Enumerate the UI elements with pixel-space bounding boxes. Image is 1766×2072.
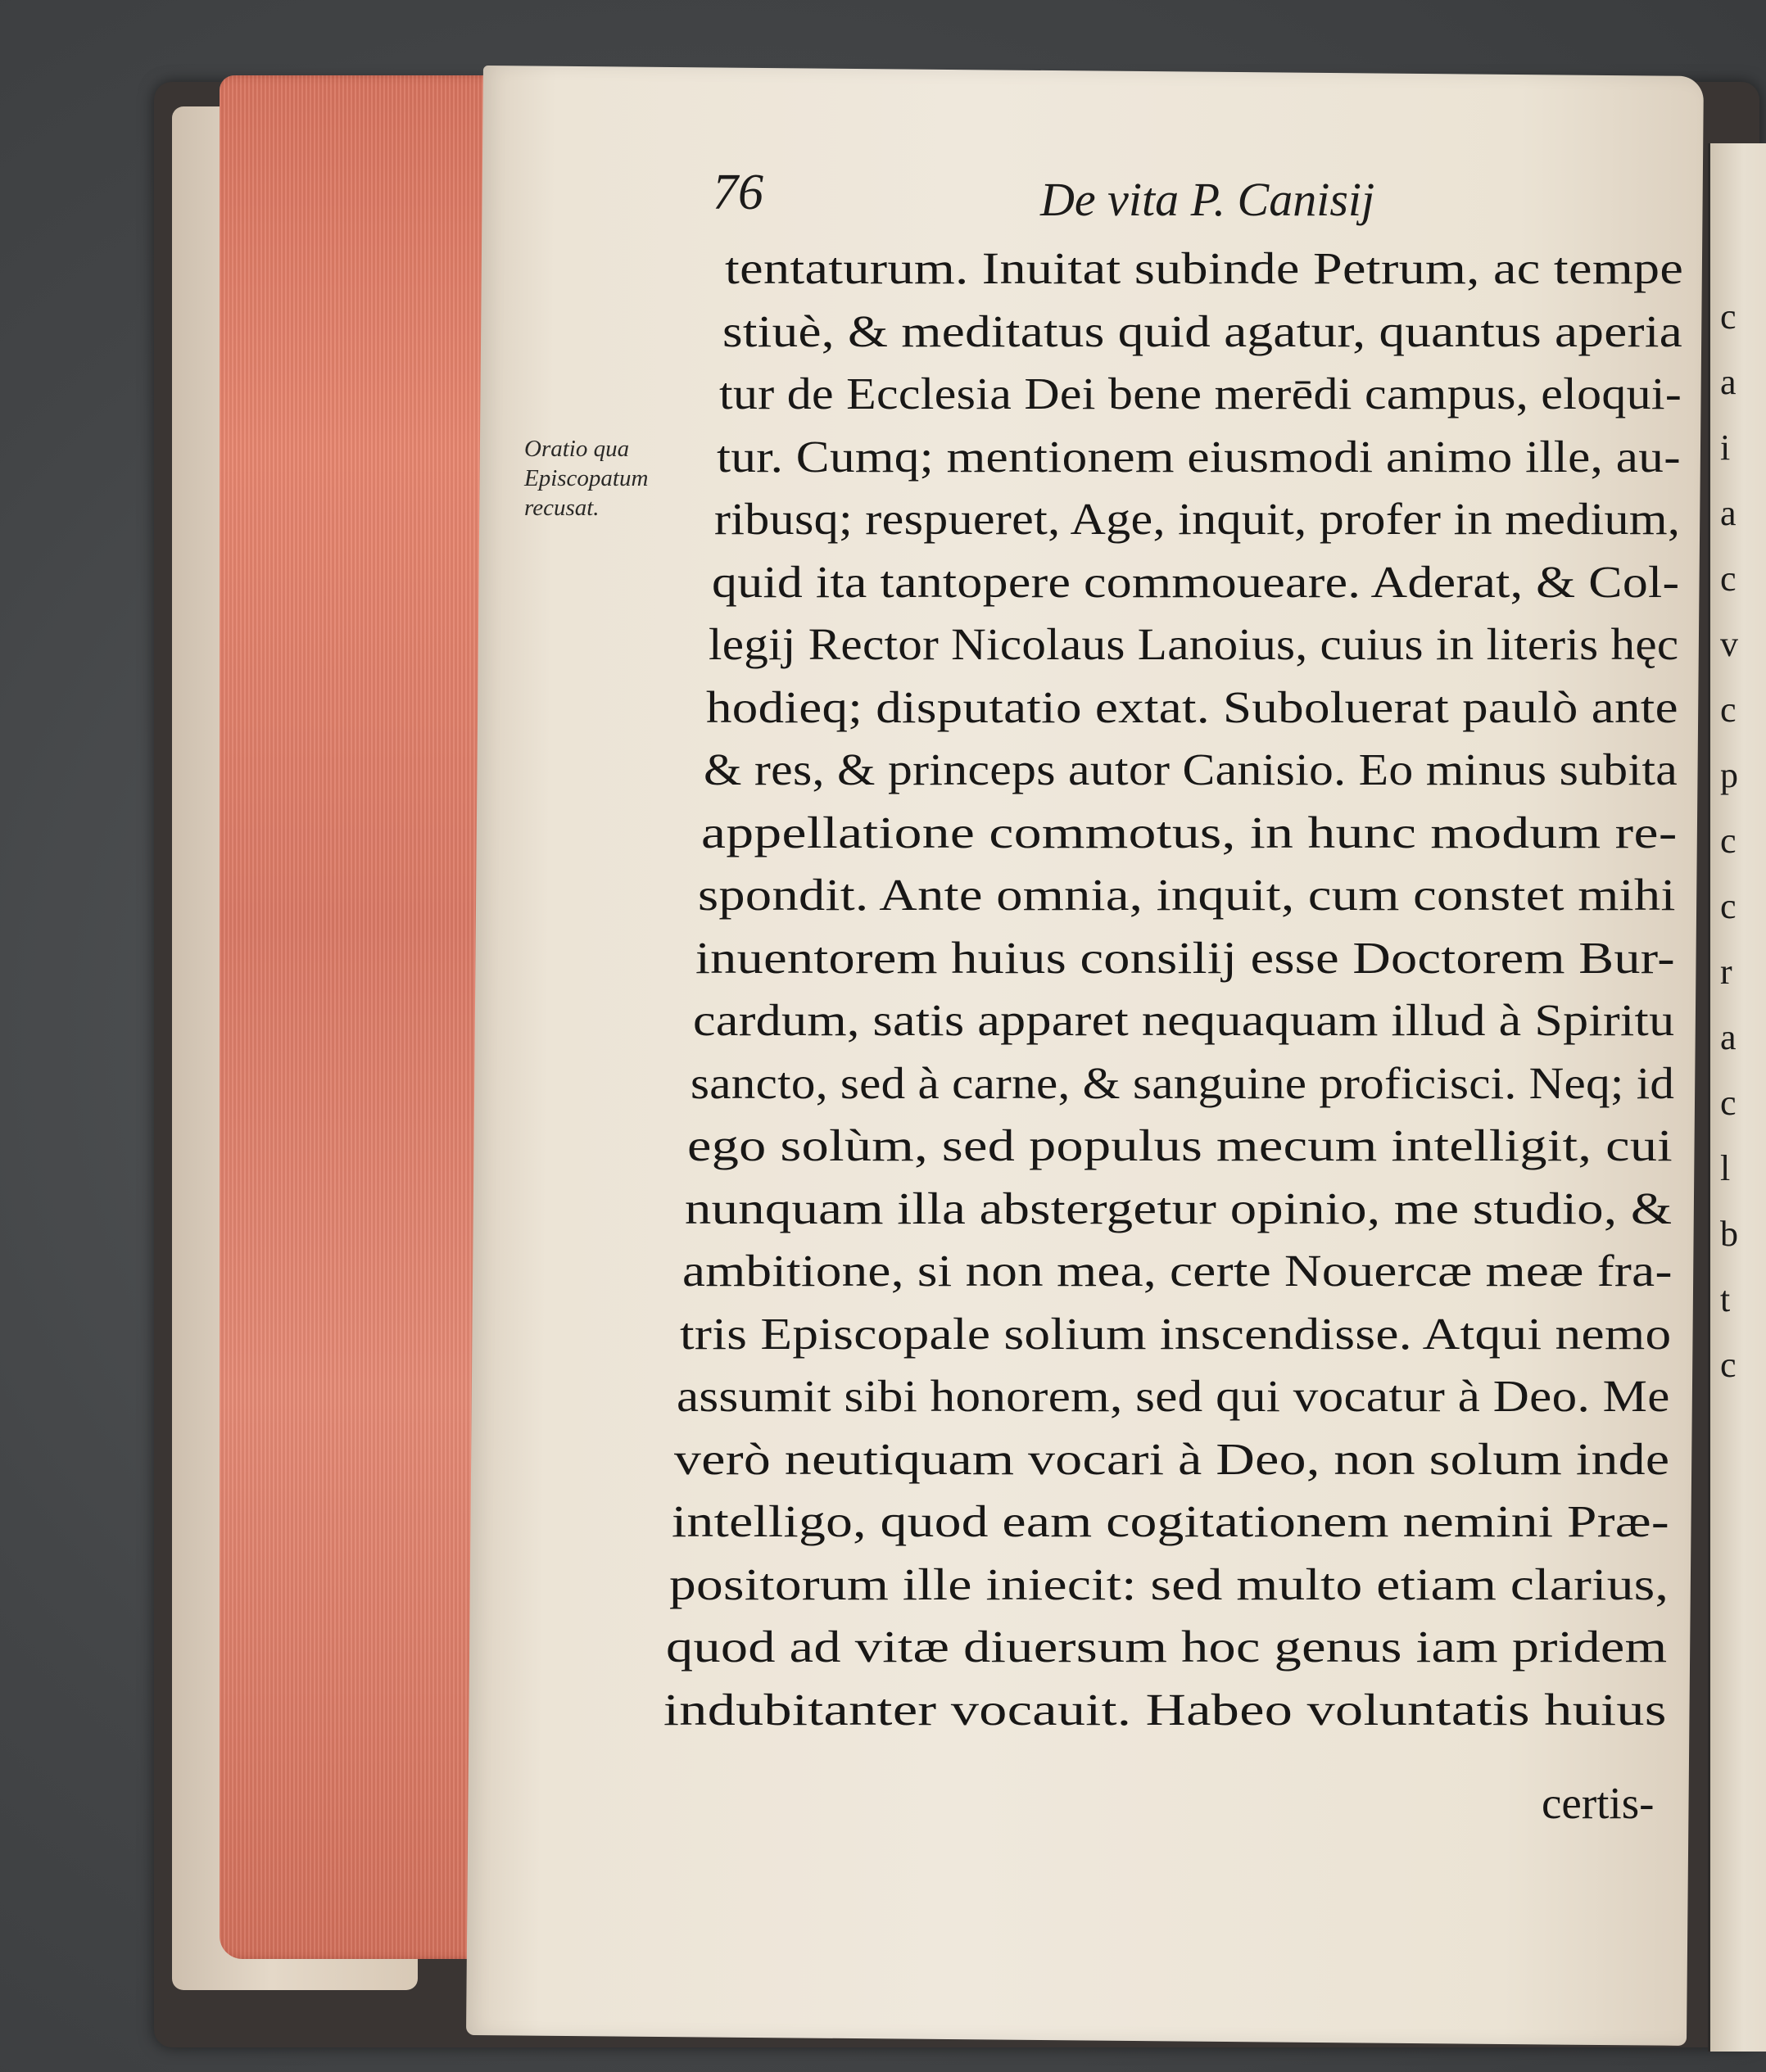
text-line: ego solùm, sed populus mecum intelligit, cui — [687, 1120, 1673, 1170]
next-page-fragment — [1708, 143, 1766, 2052]
next-page-letter: c — [1720, 821, 1737, 861]
text-line: quod ad vitæ diuersum hoc genus iam pridem — [666, 1622, 1668, 1672]
text-line: indubitanter vocauit. Habeo voluntatis huius — [663, 1684, 1667, 1735]
text-line: tentaturum. Inuitat subinde Petrum, ac tempe — [725, 243, 1684, 293]
catchword: certis- — [1542, 1778, 1655, 1828]
text-line: ribusq; respueret, Age, inquit, profer in medium, — [713, 494, 1681, 544]
text-line: ambitione, si non mea, certe Nouercæ meæ fra- — [681, 1246, 1673, 1296]
text-line: verò neutiquam vocari à Deo, non solum inde — [674, 1433, 1670, 1484]
next-page-letter: r — [1720, 952, 1732, 992]
next-page-letter: v — [1720, 624, 1738, 664]
text-line: tur. Cumq; mentionem eiusmodi animo ille, au- — [717, 431, 1682, 482]
next-page-letter: a — [1720, 493, 1737, 533]
next-page-letter: b — [1720, 1214, 1738, 1254]
book-page — [466, 66, 1704, 2046]
marginal-note — [524, 434, 709, 523]
next-page-letter: c — [1720, 886, 1737, 926]
text-line: tris Episcopale solium inscendisse. Atqui nemo — [679, 1308, 1672, 1359]
text-line: assumit sibi honorem, sed qui vocatur à Deo. Me — [677, 1371, 1670, 1421]
next-page-letter: t — [1720, 1279, 1731, 1319]
next-page-letter: a — [1720, 1017, 1737, 1057]
marginal-note-line: recusat. — [524, 495, 600, 521]
marginal-note-line: Oratio qua — [524, 436, 630, 462]
text-line: tur de Ecclesia Dei bene merēdi campus, eloqui- — [719, 369, 1682, 418]
text-line: appellatione commotus, in hunc modum re- — [700, 807, 1678, 857]
next-page-letter: a — [1720, 362, 1737, 402]
text-line: & res, & princeps autor Canisio. Eo minus subita — [703, 744, 1678, 794]
next-page-letter: c — [1720, 690, 1737, 730]
red-page-edge — [220, 75, 498, 1959]
next-page-letter: c — [1720, 559, 1737, 599]
text-line: nunquam illa abstergetur opinio, me studio, & — [685, 1183, 1673, 1233]
next-page-letter: i — [1720, 428, 1731, 468]
next-page-letter: c — [1720, 1345, 1737, 1385]
next-page-letter: l — [1720, 1148, 1731, 1188]
text-line: stiuè, & meditatus quid agatur, quantus aperia — [722, 305, 1682, 356]
next-page-letter: c — [1720, 296, 1737, 337]
text-line: inuentorem huius consilij esse Doctorem Bur- — [695, 932, 1676, 983]
text-line: sancto, sed à carne, & sanguine proficisci. Neq; id — [690, 1057, 1674, 1108]
text-line: hodieq; disputatio extat. Suboluerat paulò ante — [706, 681, 1679, 732]
text-line: intelligo, quod eam cogitationem nemini Præ- — [671, 1496, 1669, 1546]
text-line: spondit. Ante omnia, inquit, cum constet mihi — [698, 870, 1677, 920]
text-line: quid ita tantopere commoueare. Aderat, & Col- — [711, 556, 1680, 607]
next-page-letter: p — [1720, 755, 1738, 795]
text-line: cardum, satis apparet nequaquam illud à Spiritu — [692, 995, 1675, 1045]
text-line: positorum ille iniecit: sed multo etiam clarius, — [668, 1559, 1669, 1609]
marginal-note-line: Episcopatum — [524, 465, 649, 491]
page-number: 76 — [713, 165, 763, 220]
running-head: De vita P. Canisij — [1040, 173, 1375, 226]
text-line: legij Rector Nicolaus Lanoius, cuius in literis hęc — [709, 619, 1679, 669]
next-page-letter: c — [1720, 1083, 1737, 1123]
